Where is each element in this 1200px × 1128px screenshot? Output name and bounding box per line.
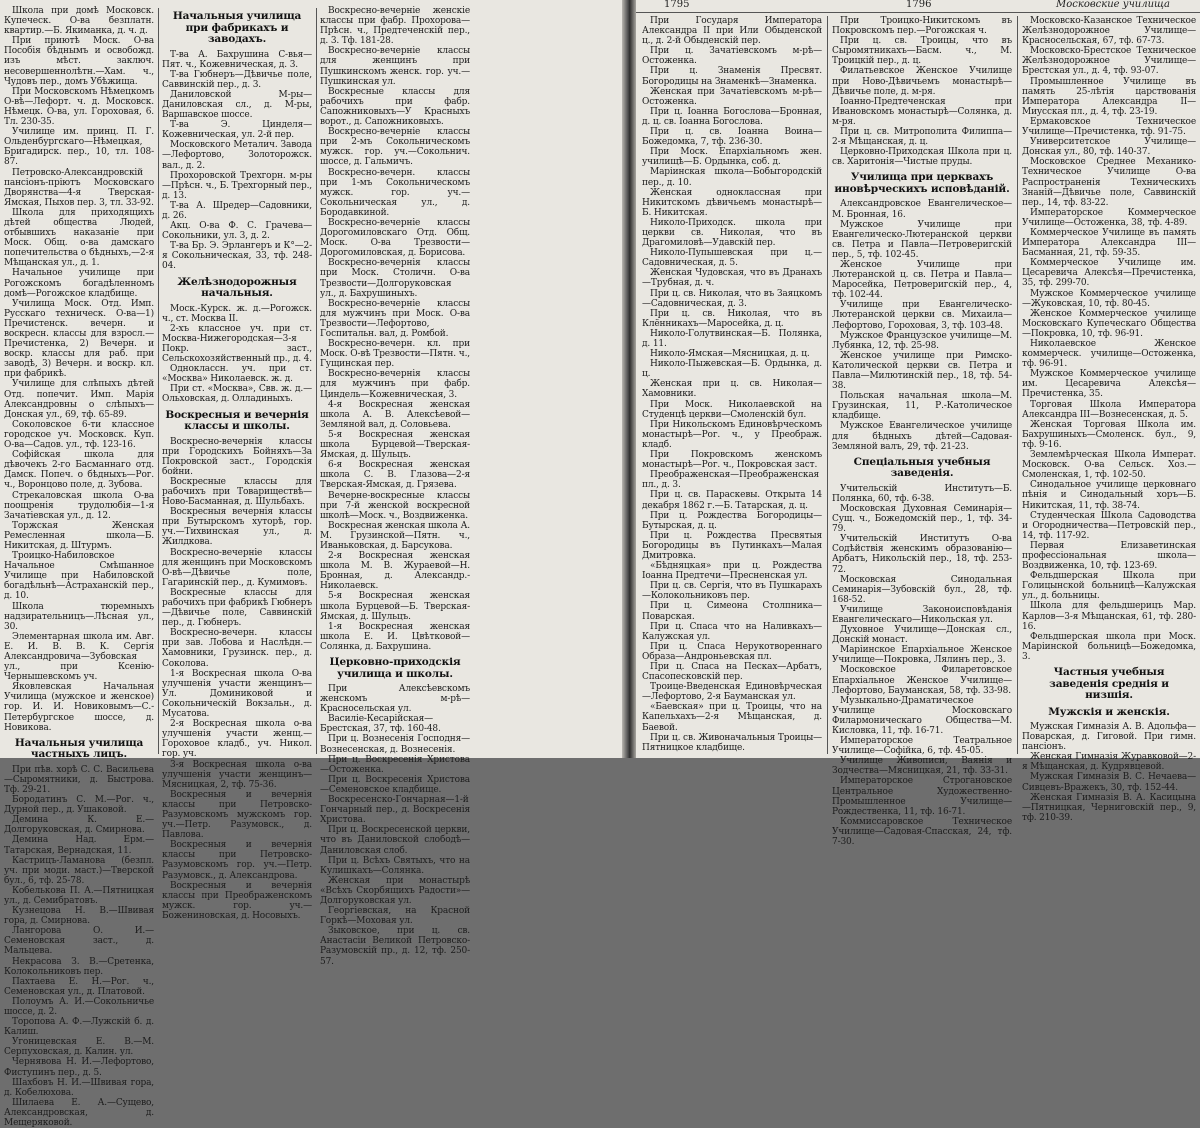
directory-entry: Московско-Брестское Техническое Желѣзнодорожное Училище—Брестская ул., д. 4, тф. 93-07. (1022, 46, 1196, 77)
directory-entry: Яковлевская Начальная Училища (мужское и женское) гор. И. И. Новиковымъ—С.-Петербургское шоссе, д. Новикова. (4, 682, 154, 733)
directory-entry: Маріинская школа—Бобыгородскій пер., д. 10. (642, 167, 822, 188)
section-heading: Желѣзнодорожныя начальныя. (177, 275, 297, 300)
directory-entry: При ц. Рождества Пресвятыя Богородицы въ Путинкахъ—Малая Дмитровка. (642, 530, 822, 561)
directory-entry: Студенческая Школа Садоводства и Огородничества—Петровскій пер., 14, тф. 117-92. (1022, 510, 1196, 541)
directory-entry: Зыковское, при ц. св. Анастасіи Великой Петровско-Разумовскій пр., д. 12, тф. 250-57. (320, 926, 470, 967)
directory-entry: При Никольскомъ Единовѣрческомъ монастырѣ—Рог. ч., у Преображ. кладб. (642, 419, 822, 450)
directory-entry: Лангорова О. И.—Семеновская заст., д. Мальцева. (4, 926, 154, 957)
directory-entry: При ц. св. Іоанна Воина—Божедомка, 7, тф. 236-30. (642, 127, 822, 148)
directory-entry: Кастрицъ-Ламанова (безпл. уч. при моди. маст.)—Тверской бул., 6, тф. 25-78. (4, 855, 154, 886)
directory-entry: Училища Моск. Отд. Имп. Русскаго техническ. О-ва—1) Пречистенск. вечерн. и воскресн. классы для взросл.—Пречистенка, 2) Вечерн. и воскр. классы для раб. при заводѣ, 3) Вечерн. и воскр. кл. при фабрикѣ. (4, 298, 154, 380)
left-page-number: 1795 (664, 0, 690, 10)
directory-entry: При ц. Рождества Богородицы—Бутырская, д. ц. (642, 510, 822, 531)
directory-entry: 5-я Воскресная женская школа Бурцевой—Тверская-Ямская, д. Шульцъ. (320, 429, 470, 461)
section-heading: Мужскія и женскія. (1048, 705, 1170, 718)
directory-entry: Учительскій Институтъ О-ва Содѣйствія женскимъ образованію—Арбатъ, Никольскій пер., 18, тф. 253-72. (832, 534, 1012, 575)
directory-entry: При приютѣ Моск. О-ва Пособія бѣднымъ и освобожд. изъ мѣст. заключ. несовершеннолѣтн.—Хам. ч., Чудовъ пер., домъ Убѣжища. (4, 36, 154, 87)
directory-entry: Воскресные классы для рабочихъ при Товариществѣ—Ново-Басманная, д. Шульбахъ. (162, 476, 312, 508)
directory-entry: Императорское Строгановское Центральное Художественно-Промышленное Училище—Рождественка, 11, тф. 16-71. (832, 776, 1012, 817)
directory-entry: Троице-Введенская Единовѣрческая—Лефортово, 2-я Бауманская ул. (642, 682, 822, 703)
directory-entry: 1-я Воскресная женская школа Е. И. Цвѣтковой—Солянка, д. Бахрушина. (320, 621, 470, 652)
directory-entry: Воскресныя и вечернія классы при Петровско-Разумовскомъ мужскомъ гор. уч.—Петр. Разумовск., д. Павлова. (162, 789, 312, 841)
directory-entry: Торопова А. Ф.—Лужскій б. д. Калиш. (4, 1017, 154, 1038)
directory-entry: При ц. Воскресенской церкви, что въ Даниловской слободѣ—Даниловская слоб. (320, 825, 470, 856)
directory-entry: Женское Училище при Лютеранской ц. св. Петра и Павла—Маросейка, Петроверигскій пер., 4, тф. 102-44. (832, 259, 1012, 301)
directory-entry: Женская Торговая Школа им. Бахрушиныхъ—Смоленск. бул., 9, тф. 9-16. (1022, 419, 1196, 450)
directory-entry: Начальное училище при Рогожскомъ богадѣленномъ домѣ—Рогожское кладбище. (4, 268, 154, 299)
directory-entry: Училище для слѣпыхъ дѣтей Отд. попечит. Имп. Марія Александровны о слѣпыхъ—Донская ул., 69, тф. 65-89. (4, 379, 154, 420)
directory-entry: Вечерне-воскресные классы при 7-й женской воскресной школѣ—Моск. ч., Воздвиженка. (320, 490, 470, 521)
directory-entry: 5-я Воскресная женская школа Бурцевой—Б. Тверская-Ямская, д. Шульцъ. (320, 591, 470, 622)
directory-entry: При ц. Симеона Столпника—Поварская. (642, 601, 822, 622)
directory-entry: Т-ва Гюбнеръ—Дѣвичье поле, Саввинскій пер., д. 3. (162, 69, 312, 90)
column-6 (1022, 16, 1196, 823)
directory-entry: Элементарная школа им. Авг. Е. И. В. В. К. Сергія Александровича—Зубовская ул., при Ксенію-Чернышевскомъ уч. (4, 631, 154, 683)
directory-entry: Воскресныя вечернія классы при Бутырскомъ хуторѣ, гор. уч.—Тихвинская ул., д. Жилдкова. (162, 507, 312, 548)
directory-entry: Московское Среднее Механико-Техническое Училище О-ва Распространенія Техническихъ Знаній—Дѣвичье поле, Саввинскій пер., 14, тф. 83-22. (1022, 157, 1196, 208)
directory-entry: Мужское Евангелическое училище для бѣдныхъ дѣтей—Садовая-Земляной валъ, 29, тф. 21-23. (832, 421, 1012, 452)
directory-entry: Угоницевская Е. В.—М. Серпуховская, д. Калин. ул. (4, 1037, 154, 1058)
directory-entry: 2-я Воскресная женская школа М. В. Жураевой—Н. Бронная, д. Александр.-Николаевск. (320, 551, 470, 592)
directory-entry: Троицко-Набиловское Начальное Смѣшанное Училище при Набиловской богадѣльнѣ—Астраханскій пер., д. 10. (4, 551, 154, 602)
directory-entry: При Моск. Николаевской на Студенцѣ церкви—Смоленскій бул. (642, 399, 822, 420)
directory-entry: Московского Металич. Завода—Лефортово, Золоторожск. вал., д. 2. (162, 140, 312, 171)
directory-entry: Воскресно-вечернія классы для мужчинъ при фабр. Циндель—Кожевническая, 3. (320, 369, 470, 400)
directory-entry: При ц. св. Сергія, что въ Пушкарахъ—Колокольниковъ пер. (642, 581, 822, 602)
directory-entry: Мужское Коммерческое училище—Жуковская, 10, тф. 80-45. (1022, 288, 1196, 309)
directory-entry: Воскресно-вечерніе классы для мужчинъ при Моск. О-ва Трезвости—Лефортово, Госпитальн. вал, д. Ромбой. (320, 298, 470, 339)
directory-entry: Воскресно-вечерніе классы для женщинъ при Московскомъ О-вѣ—Дѣвичье поле, Гагаринскій пер., д. Кумимовъ. (162, 547, 312, 588)
directory-entry: При ц. Воскресенія Христова—Семеновское кладбище. (320, 774, 470, 795)
directory-entry: При пѣв. хорѣ С. С. Васильева—Сыромятники, д. Быстрова. Тф. 29-21. (4, 764, 154, 795)
directory-entry: Женская Гимназія Журавковой—2-я Мѣщанская, д. Кудрявцевой. (1022, 752, 1196, 773)
directory-entry: Маріинское Епархіальное Женское Училище—Покровка, Лялинъ пер., 3. (832, 645, 1012, 666)
directory-entry: Женская Гимназія В. А. Касицына—Пятницкая, Черниговскій пер., 9, тф. 210-39. (1022, 792, 1196, 823)
directory-entry: Воскресно-вечерн. кл. при Моск. О-вѣ Трезвости—Пятн. ч., Гущинская пер. (320, 339, 470, 370)
directory-entry: Училище Живописи, Ваянія и Зодчества—Мясницкая, 21, тф. 33-31. (832, 756, 1012, 777)
directory-entry: При ц. Знаменія Пресвят. Богородицы на Знаменкѣ—Знаменка. (642, 66, 822, 87)
section-heading: Начальныя училища частныхъ лицъ. (14, 736, 144, 761)
directory-entry: 2-я Воскресная школа о-ва улучшенія участи женщ.—Гороховое кладб., уч. Никол. гор. уч. (162, 719, 312, 760)
column-5 (832, 16, 1012, 848)
section-heading: Воскресныя и вечернія классы и школы. (165, 408, 309, 432)
directory-entry: 6-я Воскресная женская школа С. В. Глазова—2-я Тверская-Ямская, д. Грязева. (320, 460, 470, 491)
directory-entry: Воскресно-вечерніе классы при 2-мъ Сокольническомъ мужск. гор. уч.—Сокольнич. шоссе, д. Гальмичъ. (320, 127, 470, 168)
directory-entry: Училище Законоисповѣданія Евангелическаго—Никольская ул. (832, 604, 1012, 625)
directory-entry: Пахтаева Е. Н.—Рог. ч., Семеновская ул., д. Платовой. (4, 976, 154, 997)
directory-entry: Іоанно-Предтеченская при Ивановскомъ монастырѣ—Солянка, д. м-ря. (832, 96, 1012, 127)
directory-entry: Воскресная женская школа А. М. Грузинской—Пятн. ч., Иваньковская, д. Барсукова. (320, 520, 470, 551)
column-1 (4, 6, 154, 1128)
directory-entry: При Троицко-Никитскомъ въ Покровскомъ пер.—Рогожская ч. (832, 16, 1012, 37)
directory-entry: Духовное Училище—Донская сл., Донскій монаст. (832, 625, 1012, 646)
directory-entry: Софійская школа для дѣвочекъ 2-го Басманнаго отд. Дамск. Попеч. о бѣдныхъ—Рог. ч., Воронцово поле, д. Зубова. (4, 450, 154, 491)
directory-entry: При ц. Спаса Нерукотвореннаго Образа—Андроньевская пл. (642, 641, 822, 662)
column-3 (320, 6, 470, 967)
directory-entry: Мужское Училище при Евангелическо-Лютеранской церкви св. Петра и Павла—Петроверигскій пер., 5, тф. 102-45. (832, 219, 1012, 260)
directory-entry: При ц. св. Параскевы. Открыта 14 декабря 1862 г.—Б. Татарская, д. ц. (642, 490, 822, 511)
directory-entry: Мужская Гимназія А. В. Адольфа—Поварская, д. Гиговой. При гимн. пансіонъ. (1022, 722, 1196, 753)
directory-entry: Николо-Голутвинская—Б. Полянка, д. 11. (642, 328, 822, 349)
column-4 (642, 16, 822, 754)
directory-entry: Школа тюремныхъ надзирательницъ—Лѣсная ул., 30. (4, 601, 154, 632)
directory-entry: Коммерческое Училище въ память Императора Александра III—Басманная, 21, тф. 59-35. (1022, 227, 1196, 259)
directory-entry: Воскресные классы для рабочихъ при фабр. Сапожниковыхъ—У Красныхъ ворот., д. Сапожниковыхъ. (320, 86, 470, 128)
directory-entry: Московское Филаретовское Епархіальное Женское Училище—Лефортово, Бауманская, 58, тф. 33-98. (832, 665, 1012, 696)
directory-entry: Женская при ц. св. Николая—Хамовники. (642, 379, 822, 400)
directory-entry: При ц. св. Николая, что въ Заяцкомъ—Садовническая, д. 3. (642, 288, 822, 309)
directory-entry: 3-я Воскресная школа о-ва улучшенія участи женщинъ—Мясницкая, 2, тф. 75-36. (162, 759, 312, 790)
directory-entry: «Бѣдняцкая» при ц. Рождества Іоанна Предтечи—Пресненская ул. (642, 561, 822, 582)
directory-entry: Моск.-Курск. ж. д.—Рогожск. ч., ст. Москва II. (162, 303, 312, 324)
directory-entry: Чернявова Н. И.—Лефортово, Фиступинъ пер., д. 5. (4, 1057, 154, 1078)
directory-entry: Воскресныя и вечернія классы при Петровско-Разумовскомъ гор. уч.—Петр. Разумовск., д. Александрова. (162, 840, 312, 881)
directory-entry: Стрекаловская школа О-ва поощренія трудолюбія—1-я Зачатіевская ул., д. 12. (4, 490, 154, 521)
running-title: Московские училища (1056, 0, 1171, 10)
directory-entry: Одноклассн. уч. при ст. «Москва» Николаевск. ж. д. (162, 364, 312, 385)
directory-entry: Учительскій Институтъ—Б. Полянка, 60, тф. 6-38. (832, 483, 1012, 504)
directory-entry: 2-хъ классное уч. при ст. Москва-Нижегородская—3-я Покр. заст., Сельскохозяйственный пр., д. 4. (162, 323, 312, 365)
directory-entry: Воскресно-вечернія классы при Моск. Столичн. О-ва Трезвости—Долгоруковская ул., д. Бахрушиныхъ. (320, 258, 470, 299)
directory-entry: Т-ва А. Бахрушина С-вья—Пят. ч., Кожевническая, д. 3. (162, 49, 312, 70)
running-header (636, 0, 1200, 13)
directory-entry: Николо-Ямская—Мясницкая, д. ц. (650, 349, 810, 360)
section-heading: Спеціальныя учебныя заведенія. (853, 455, 991, 480)
directory-entry: Торговая Школа Императора Александра III—Вознесенская, д. 5. (1022, 399, 1196, 420)
directory-entry: Воскресно-вечерніе классы Дорогомиловскаго Отд. Общ. Моск. О-ва Трезвости—Дорогомиловская, д. Борисова. (320, 217, 470, 259)
directory-entry: При ц. Спаса на Песках—Арбатъ, Спасопесковскій пер. (642, 662, 822, 683)
directory-entry: Музыкально-Драматическое Училище Московскаго Филармоническаго Общества—М. Кисловка, 11, тф. 16-71. (832, 695, 1012, 736)
directory-entry: Воскресно-вечерніе женскіе классы при фабр. Прохорова—Прѣсн. ч., Предтеченскій пер., д. 3. Тф. 181-28. (320, 6, 470, 47)
directory-entry: При ц. Спаса что на Наливкахъ—Калужская ул. (642, 621, 822, 642)
directory-entry: Мужское Коммерческое училище им. Цесаревича Алексѣя—Пречистенка, 35. (1022, 369, 1196, 400)
directory-entry: Женская Чудовская, что въ Дранахъ—Трубная, д. ч. (642, 268, 822, 289)
directory-entry: Императорское Театральное Училище—Софійка, 6, тф. 45-05. (832, 736, 1012, 757)
directory-entry: Университетское Училище—Донская ул., 80, тф. 140-37. (1022, 137, 1196, 158)
directory-entry: Полоумъ А. И.—Сокольничье шоссе, д. 2. (4, 996, 154, 1017)
directory-entry: Училище им. принц. П. Г. Ольденбургскаго—Нѣмецкая, Бригадирск. пер., 10, тл. 108-87. (4, 127, 154, 168)
directory-entry: Т-ва Бр. Э. Эрлангеръ и К°—2-я Сокольническая, 33, тф. 248-04. (162, 241, 312, 272)
directory-entry: Московская Синодальная Семинарія—Зубовскій бул., 28, тф. 168-52. (832, 574, 1012, 605)
directory-entry: Николо-Пупышевская при ц.—Садовническая, д. 5. (642, 248, 822, 269)
directory-entry: Демина К. Е.—Долгоруковская, д. Смирнова. (4, 815, 154, 836)
directory-entry: Воскресенско-Гончарная—1-й Гончарный пер., д. Воскресенія Христова. (320, 795, 470, 826)
directory-entry: 4-я Воскресная женская школа А. В. Алексѣевой—Земляной вал, д. Соловьева. (320, 399, 470, 430)
directory-entry: Женская при Зачатіевскомъ м-рѣ—Остоженка. (642, 86, 822, 107)
directory-entry: Воскресно-вечерніе классы для женщинъ при Пушкинскомъ женск. гор. уч.—Пушкинская ул. (320, 46, 470, 87)
directory-entry: При ц. Іоанна Богослова—Бронная, д. ц. св. Іоанна Богослова. (642, 106, 822, 127)
directory-entry: 1-я Воскресная школа О-ва улучшенія участи женщинъ—Ул. Доминиковой и Сокольническій Вокзальн., д. Мусатова. (162, 668, 312, 720)
section-heading: Начальныя училища при фабрикахъ и заводахъ. (172, 10, 302, 45)
directory-entry: Т-ва А. Шредер—Садовники, д. 26. (162, 200, 312, 221)
right-page-number: 1796 (906, 0, 932, 10)
directory-entry: Землемѣрческая Школа Императ. Московск. О-ва Сельск. Хоз.—Смоленская, 1, тф. 102-50. (1022, 450, 1196, 481)
directory-entry: Воскресно-вечерн. классы при 1-мъ Сокольническомъ мужск. гор. уч.—Сокольническая ул., д. Бородавкиной. (320, 167, 470, 218)
directory-entry: Императорское Коммерческое Училище—Остоженка, 38, тф. 4-89. (1022, 207, 1196, 228)
directory-entry: Кобелькова П. А.—Пятницкая ул., д. Семибратовъ. (4, 885, 154, 906)
directory-entry: Шилаева Е. А.—Сущево, Александровская, д. Мещеряковой. (4, 1097, 154, 1128)
directory-entry: При ц. св. Живоначальныя Троицы—Пятницкое кладбище. (642, 732, 822, 753)
directory-entry: При Моск. Епархіальномъ жен. училищѣ—Б. Ордынка, соб. д. (642, 147, 822, 168)
directory-entry: При ст. «Москва», Свв. ж. д.—Ольховская, д. Олладиныхъ. (162, 384, 312, 405)
directory-entry: При ц. св. Николая, что въ Клённикахъ—Маросейка, д. ц. (642, 308, 822, 329)
directory-entry: Василіе-Кесарійская—Брестская, 37, тф. 160-48. (320, 714, 441, 735)
directory-entry: Кузнецова Н. В.—Швивая гора, д. Смирнова. (4, 906, 154, 927)
directory-entry: Петровско-Александровскій пансіонъ-пріютъ Московскаго Дворянства—4-я Тверская-Ямская, Пыхов пер. 3, тл. 33-92. (4, 167, 154, 208)
directory-entry: Московско-Казанское Техническое Желѣзнодорожное Училище—Красносельская, 67, тф. 67-73. (1022, 16, 1196, 47)
directory-entry: Т-ва Э. Цинделя—Кожевническая, ул. 2-й пер. (162, 120, 312, 141)
directory-entry: При ц. Вознесенія Господня—Вознесенская, д. Вознесенія. (320, 734, 470, 755)
column-divider (316, 8, 317, 754)
section-heading: Частныя учебныя заведенія среднія и низшія. (1049, 666, 1169, 701)
directory-entry: Воскресные классы для рабочихъ при фабрикѣ Гюбнеръ—Дѣвичье поле, Саввинскій пер., д. Гюбнеръ. (162, 587, 312, 629)
book-gutter (622, 0, 636, 758)
directory-entry: Акц. О-ва Ф. С. Грачева—Сокольники, ул. 3, д. 2. (162, 221, 312, 242)
directory-entry: При Московскомъ Нѣмецкомъ О-вѣ—Лефорт. ч. д. Московск. Нѣмецк. О-ва, ул. Гороховая, 6. Тл. 230-35. (4, 86, 154, 128)
directory-entry: Николаевское Женское коммерческ. училище—Остоженка, тф. 96-91. (1022, 339, 1196, 370)
column-2 (162, 6, 312, 921)
directory-entry: Женское училище при Римско-Католической церкви св. Петра и Павла—Милютинскій пер., 18, тф. 54-38. (832, 350, 1012, 392)
directory-entry: Мужское Французское училище—М. Лубянка, 12, тф. 25-98. (832, 330, 1012, 351)
directory-entry: Женское Коммерческое училище Московскаго Купеческаго Общества—Покровка, 10, тф. 96-91. (1022, 308, 1196, 339)
directory-entry: Синодальное училище церковнаго пѣнія и Синодальный хоръ—Б. Никитская, 11, тф. 38-74. (1022, 480, 1196, 511)
right-page (636, 0, 1200, 848)
directory-entry: Воскресно-вечерн. классы при зав. Лобова и Наслѣдн.—Хамовники, Грузинск. пер., д. Соколова. (162, 628, 312, 669)
directory-entry: Николо-Приходск. школа при церкви св. Николая, что въ Драгомиловѣ—Удавскій пер. (642, 217, 822, 249)
column-divider (158, 8, 159, 754)
directory-entry: При Покровскомъ женскомъ монастырѣ—Рог. ч., Покровская заст. (642, 450, 822, 471)
directory-entry: При Алексѣевскомъ женскомъ м-рѣ—Красносельская ул. (320, 684, 470, 715)
directory-entry: Николо-Пыжевская—Б. Ордынка, д. ц. (642, 359, 822, 380)
directory-entry: Воскресныя и вечернія классы при Преображенскомъ мужск. гор. уч.—Божениновская, д. Носовыхъ. (162, 880, 312, 921)
directory-entry: Шахбовъ Н. И.—Швивая гора, д. Кобелюхова. (4, 1077, 154, 1098)
directory-entry: Коммиссаровское Техническое Училище—Садовая-Спасская, 24, тф. 7-30. (832, 816, 1012, 848)
column-divider (827, 16, 828, 754)
directory-entry: Школа для фельдшерицъ Мар. Карлов—3-я Мѣщанская, 61, тф. 280-16. (1022, 601, 1196, 632)
directory-entry: При ц. Всѣхъ Святыхъ, что на Кулишкахъ—Солянка. (320, 855, 470, 876)
directory-entry: Бородатинъ С. М.—Рог. ч., Дурной пер., д. Ушаковой. (4, 795, 154, 816)
directory-entry: Московская Духовная Семинарія—Сущ. ч., Божедомскій пер., 1, тф. 34-79. (832, 503, 1012, 535)
directory-entry: Женская при монастырѣ «Всѣхъ Скорбящихъ Радости»—Долгоруковская ул. (320, 875, 470, 906)
section-heading: Церковно-приходскія училища и школы. (329, 656, 461, 680)
directory-entry: Женская одноклассная при Никитскомъ дѣвичьемъ монастырѣ—Б. Никитская. (642, 187, 822, 218)
directory-entry: Промышленное Училище въ память 25-лѣтія царствованія Императора Александра II—Миусская пл., д. 4, тф. 23-19. (1022, 76, 1196, 117)
directory-entry: Фельдшерская школа при Моск. Маріинской больницѣ—Божедомка, 3. (1022, 631, 1196, 662)
directory-entry: Училище при Евангелическо-Лютеранской церкви св. Михаила—Лефортово, Гороховая, 3, тф. 103-48. (832, 300, 1012, 331)
directory-entry: Ермаковское Техническое Училище—Пречистенка, тф. 91-75. (1022, 116, 1196, 138)
directory-entry: Прохоровской Трехгорн. м-ры—Прѣсн. ч., Б. Трехгорный пер., д. 13. (162, 170, 312, 201)
directory-entry: Мужская Гимназія В. С. Нечаева—Сивцевъ-Вражекъ, 30, тф. 152-44. (1022, 772, 1196, 793)
directory-entry: Церковно-Приходская Школа при ц. св. Харитонія—Чистые пруды. (832, 147, 1012, 168)
directory-entry: Коммерческое Училище им. Цесаревича Алексѣя—Пречистенка, 35, тф. 299-70. (1022, 258, 1196, 289)
directory-entry: При Государя Императора Александра II при Или Обыденской ц., д. 2-й Обыденскій пер. (642, 16, 822, 47)
directory-entry: Филатьевское Женское Училище при Ново-Дѣвичьемъ монастырѣ—Дѣвичье поле, д. м-ря. (832, 66, 1012, 97)
directory-entry: Некрасова З. В.—Сретенка, Колокольниковъ пер. (4, 956, 154, 977)
directory-entry: При ц. св. Митрополита Филиппа—2-я Мѣщанская, д. ц. (832, 127, 1012, 148)
directory-entry: Школа при домѣ Московск. Купеческ. О-ва безплатн. квартир.—Б. Якиманка, д. ч. д. (4, 6, 154, 37)
directory-entry: Польская начальная школа—М. Грузинская, 11, Р.-Католическое кладбище. (832, 391, 1012, 422)
directory-entry: Воскресно-вечернія классы при Городскихъ Бойняхъ—За Покровской заст., Городскія бойни. (162, 436, 312, 477)
directory-entry: Георгіевская, на Красной Горкѣ—Моховая ул. (320, 906, 470, 927)
directory-entry: Преображенская—Преображенская пл., д. 3. (642, 470, 820, 491)
directory-entry: При ц. Воскресенія Христова—Остоженка. (320, 754, 470, 775)
directory-entry: Школа для приходящихъ дѣтей общества Людей, отбывшихъ наказаніе при Моск. Общ. о-ва дамскаго попечительства о бѣдныхъ,—2-я Мѣщанская ул., д. 1. (4, 207, 154, 269)
section-heading: Училища при церквахъ иновѣрческихъ исповѣданій. (834, 171, 1010, 195)
directory-entry: Александровское Евангелическое—М. Бронная, 16. (832, 199, 1012, 220)
directory-entry: Соколовское 6-ти классное городское уч. Московск. Куп. О-ва—Садов. ул., тф. 123-16. (4, 419, 154, 451)
directory-entry: Первая Елизаветинская профессіональная школа—Воздвиженка, 10, тф. 123-69. (1022, 540, 1196, 572)
column-divider (1017, 16, 1018, 754)
directory-entry: Даниловской М-ры—Даниловская сл., д. М-ры, Варшавское шоссе. (162, 89, 312, 121)
directory-entry: При ц. Зачатіевскомъ м-рѣ—Остоженка. (642, 46, 822, 67)
directory-entry: Фельдшерская Школа при Голицынской больницѣ—Калужская ул., д. больницы. (1022, 571, 1196, 602)
directory-entry: При ц. св. Троицы, что въ Сыромятникахъ—Басм. ч., М. Троицкій пер., д. ц. (832, 36, 1012, 67)
directory-entry: Демина Над. Ерм.—Татарская, Вернадская, 11. (4, 835, 154, 856)
directory-entry: «Баевская» при ц. Троицы, что на Капельхахъ—2-я Мѣщанская, д. Баевой. (642, 702, 822, 733)
directory-entry: Торжская Женская Ремесленная школа—Б. Никитская, д. Штурмъ. (4, 520, 154, 551)
